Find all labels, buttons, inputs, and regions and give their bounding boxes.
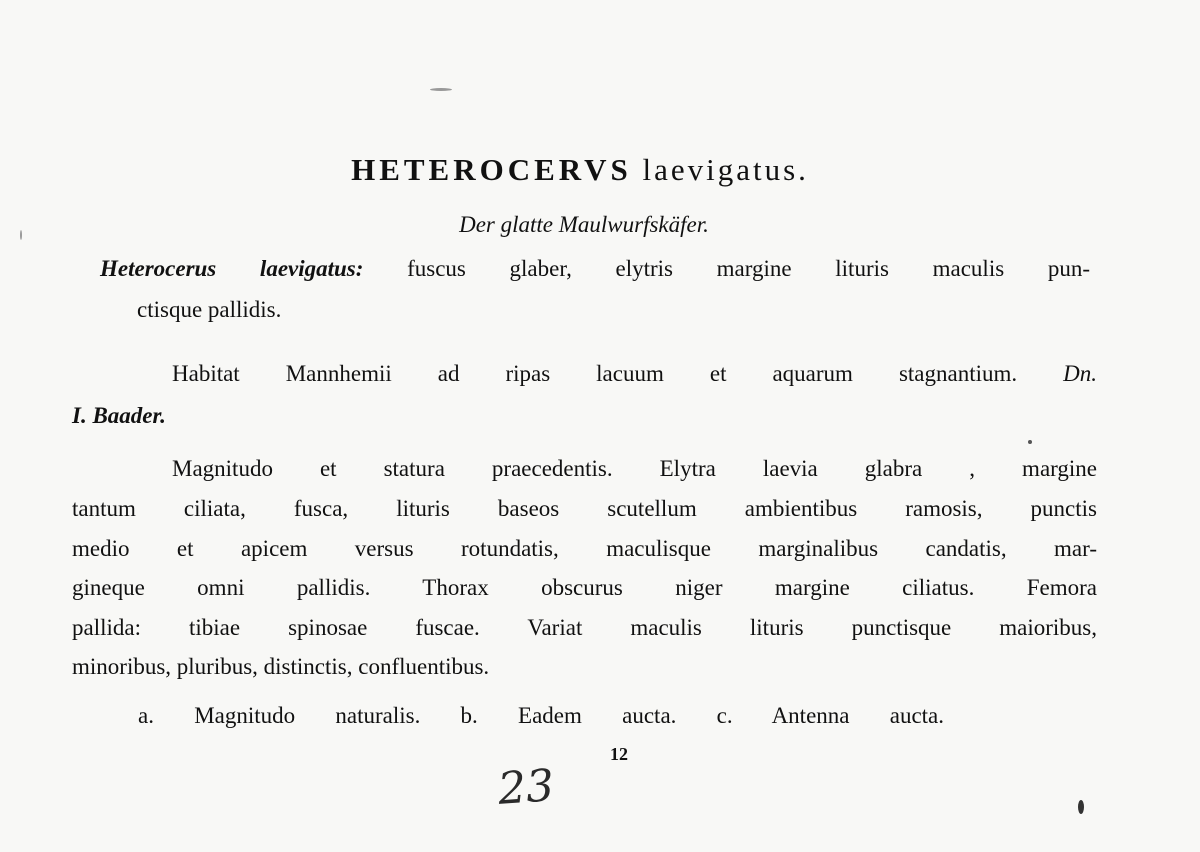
description-line-3: medio et apicem versus rotundatis, maculisque marginalibus candatis, mar- xyxy=(72,536,1097,561)
description-line-1: Magnitudo et statura praecedentis. Elytra laevia glabra , margine xyxy=(172,456,1097,481)
paper-speck xyxy=(1028,440,1032,444)
description-line-4: gineque omni pallidis. Thorax obscurus niger margine ciliatus. Femora xyxy=(72,575,1097,600)
title-species: laevigatus. xyxy=(642,152,809,187)
paper-speck xyxy=(430,88,452,91)
german-subtitle: Der glatte Maulwurfskäfer. xyxy=(459,212,709,237)
description-line-5: pallida: tibiae spinosae fuscae. Variat maculis lituris punctisque maioribus, xyxy=(72,615,1097,640)
paper-speck xyxy=(20,230,22,240)
figure-legend: a. Magnitudo naturalis. b. Eadem aucta. c. Antenna aucta. xyxy=(138,703,944,728)
handwritten-note: 23 xyxy=(496,760,556,815)
description-line-6: minoribus, pluribus, distinctis, confluentibus. xyxy=(72,654,490,679)
habitat-line-1 xyxy=(172,360,1097,388)
diagnosis-line-2: ctisque pallidis. xyxy=(137,297,282,322)
description-line-2: tantum ciliata, fusca, lituris baseos scutellum ambientibus ramosis, punctis xyxy=(72,496,1097,521)
page-number: 12 xyxy=(610,744,628,764)
page-title xyxy=(0,152,1160,188)
habitat-author-2: I. Baader. xyxy=(72,403,166,428)
diagnosis-text-1: fuscus glaber, elytris margine lituris maculis pun- xyxy=(407,256,1090,281)
diagnosis-line-1 xyxy=(100,255,1090,283)
title-genus: HETEROCERVS xyxy=(351,152,632,187)
paper-speck xyxy=(1078,800,1084,814)
species-name: Heterocerus laevigatus: xyxy=(100,256,364,281)
habitat-author-1: Dn. xyxy=(1063,361,1098,386)
habitat-text: Habitat Mannhemii ad ripas lacuum et aquarum stagnantium. xyxy=(172,361,1018,386)
